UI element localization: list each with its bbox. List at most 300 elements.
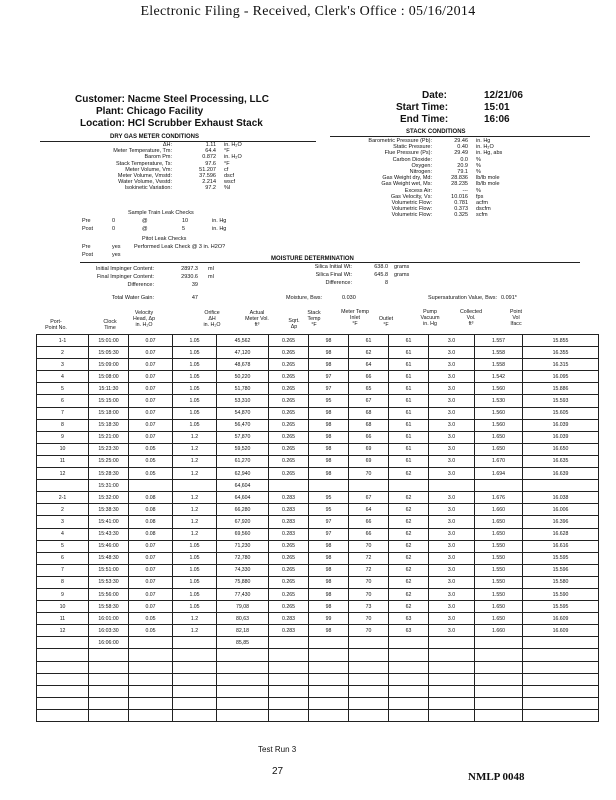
table-cell: 10 bbox=[37, 443, 89, 455]
water-gain-row: Total Water Gain: 47 bbox=[111, 295, 198, 301]
table-cell: 98 bbox=[309, 335, 349, 347]
table-cell: 16.650 bbox=[523, 443, 599, 455]
table-cell: 16.609 bbox=[523, 625, 599, 637]
table-row bbox=[37, 395, 599, 407]
table-cell bbox=[349, 637, 389, 649]
stack-row: Carbon Dioxide: 0.0 % bbox=[392, 156, 481, 163]
table-cell: 3.0 bbox=[429, 468, 475, 480]
table-cell: 68 bbox=[349, 407, 389, 419]
table-cell: 1.550 bbox=[475, 564, 523, 576]
table-cell bbox=[309, 709, 349, 721]
silica-final-row: Silica Final Wt: 645.8 grams bbox=[315, 272, 410, 278]
table-cell: 62 bbox=[389, 540, 429, 552]
customer-row bbox=[75, 94, 269, 105]
table-cell: 8 bbox=[37, 419, 89, 431]
table-cell: 95 bbox=[309, 395, 349, 407]
table-cell: 70 bbox=[349, 625, 389, 637]
table-cell bbox=[89, 661, 129, 673]
table-cell: 0.08 bbox=[129, 492, 173, 504]
table-cell: 98 bbox=[309, 588, 349, 600]
table-cell bbox=[173, 661, 217, 673]
table-row bbox=[37, 335, 599, 347]
table-cell: 16.355 bbox=[523, 347, 599, 359]
table-cell: 0.07 bbox=[129, 347, 173, 359]
table-cell: 15.595 bbox=[523, 552, 599, 564]
table-cell: 1.660 bbox=[475, 504, 523, 516]
moisture-title: MOISTURE DETERMINATION bbox=[268, 256, 357, 262]
col-header: Meter Temp Inlet °F bbox=[341, 309, 369, 327]
silica-diff-row: Difference: 8 bbox=[325, 280, 388, 286]
table-cell: 45,562 bbox=[217, 335, 269, 347]
table-cell: 0.05 bbox=[129, 625, 173, 637]
table-cell: 4 bbox=[37, 528, 89, 540]
pitot-title: Pitot Leak Checks bbox=[142, 236, 187, 242]
table-cell: 1.05 bbox=[173, 359, 217, 371]
table-cell bbox=[523, 480, 599, 492]
table-cell: 50,220 bbox=[217, 371, 269, 383]
table-cell: 4 bbox=[37, 371, 89, 383]
table-cell: 65 bbox=[349, 383, 389, 395]
table-cell: 15:56:00 bbox=[89, 588, 129, 600]
table-row bbox=[37, 709, 599, 721]
table-cell: 0.265 bbox=[269, 359, 309, 371]
table-cell: 69 bbox=[349, 443, 389, 455]
table-cell: 1-1 bbox=[37, 335, 89, 347]
table-cell: 0.05 bbox=[129, 455, 173, 467]
table-cell: 15:25:00 bbox=[89, 455, 129, 467]
table-cell: 82,18 bbox=[217, 625, 269, 637]
table-cell: 73 bbox=[349, 601, 389, 613]
table-cell: 97 bbox=[309, 371, 349, 383]
table-cell: 0.265 bbox=[269, 576, 309, 588]
table-cell: 15:18:30 bbox=[89, 419, 129, 431]
table-cell: 1.2 bbox=[173, 468, 217, 480]
table-cell: 95 bbox=[309, 492, 349, 504]
table-cell: 5 bbox=[37, 383, 89, 395]
table-cell: 3.0 bbox=[429, 588, 475, 600]
table-cell: 0.265 bbox=[269, 455, 309, 467]
stack-row: Volumetric Flow: 0.373 dscfm bbox=[391, 206, 491, 213]
table-cell bbox=[349, 480, 389, 492]
table-cell: 98 bbox=[309, 431, 349, 443]
table-cell bbox=[129, 697, 173, 709]
table-cell: 64 bbox=[349, 504, 389, 516]
table-cell bbox=[309, 649, 349, 661]
table-row bbox=[37, 613, 599, 625]
table-cell: 1.560 bbox=[475, 419, 523, 431]
table-cell bbox=[89, 649, 129, 661]
table-cell bbox=[173, 649, 217, 661]
plant-row bbox=[96, 106, 203, 117]
table-cell: 16:03:30 bbox=[89, 625, 129, 637]
table-cell: 85,85 bbox=[217, 637, 269, 649]
table-cell: 0.07 bbox=[129, 335, 173, 347]
table-cell: 15:09:00 bbox=[89, 359, 129, 371]
col-header: Velocity Head, Δp in. H₂O bbox=[132, 310, 156, 328]
table-row bbox=[37, 588, 599, 600]
table-cell: 1.560 bbox=[475, 383, 523, 395]
table-cell: 98 bbox=[309, 601, 349, 613]
dgm-row: Meter Volume, Vmstd: 37.596 dscf bbox=[117, 173, 235, 180]
table-cell: 7 bbox=[37, 407, 89, 419]
table-cell bbox=[523, 637, 599, 649]
table-cell bbox=[37, 685, 89, 697]
table-cell bbox=[173, 480, 217, 492]
table-cell: 70 bbox=[349, 588, 389, 600]
table-cell bbox=[475, 709, 523, 721]
stack-block bbox=[300, 138, 600, 219]
table-cell: 11 bbox=[37, 455, 89, 467]
table-cell: 3.0 bbox=[429, 528, 475, 540]
table-cell: 0.265 bbox=[269, 395, 309, 407]
table-cell: 16.315 bbox=[523, 359, 599, 371]
col-header: Outlet °F bbox=[378, 316, 394, 328]
table-cell: 66 bbox=[349, 528, 389, 540]
table-cell: 15.590 bbox=[523, 588, 599, 600]
table-cell: 1.2 bbox=[173, 455, 217, 467]
date-value: 12/21/06 bbox=[484, 90, 523, 101]
table-cell: 12 bbox=[37, 625, 89, 637]
table-cell bbox=[475, 673, 523, 685]
table-cell: 0.05 bbox=[129, 468, 173, 480]
table-row bbox=[37, 347, 599, 359]
table-cell: 62 bbox=[389, 516, 429, 528]
table-cell: 16.616 bbox=[523, 540, 599, 552]
table-cell bbox=[309, 673, 349, 685]
table-cell: 7 bbox=[37, 564, 89, 576]
table-cell: 15:58:30 bbox=[89, 601, 129, 613]
table-cell: 66 bbox=[349, 371, 389, 383]
table-cell bbox=[389, 709, 429, 721]
table-cell: 9 bbox=[37, 588, 89, 600]
table-cell: 62 bbox=[389, 601, 429, 613]
table-cell: 1.542 bbox=[475, 371, 523, 383]
table-cell bbox=[129, 685, 173, 697]
table-cell: 15:53:30 bbox=[89, 576, 129, 588]
table-cell: 15.595 bbox=[523, 601, 599, 613]
table-cell: 8 bbox=[37, 576, 89, 588]
table-cell: 1.05 bbox=[173, 601, 217, 613]
table-cell bbox=[269, 637, 309, 649]
table-cell: 98 bbox=[309, 552, 349, 564]
table-cell bbox=[173, 685, 217, 697]
table-cell: 3.0 bbox=[429, 395, 475, 407]
table-cell: 51,780 bbox=[217, 383, 269, 395]
table-cell: 3.0 bbox=[429, 613, 475, 625]
table-cell: 6 bbox=[37, 395, 89, 407]
test-run-label: Test Run 3 bbox=[258, 745, 297, 754]
table-cell bbox=[475, 697, 523, 709]
table-cell: 80,63 bbox=[217, 613, 269, 625]
table-row bbox=[37, 492, 599, 504]
table-cell bbox=[129, 649, 173, 661]
table-cell: 72,780 bbox=[217, 552, 269, 564]
table-cell: 0.265 bbox=[269, 552, 309, 564]
table-cell: 1.650 bbox=[475, 601, 523, 613]
table-cell bbox=[37, 649, 89, 661]
table-cell: 0.265 bbox=[269, 347, 309, 359]
table-cell: 1.694 bbox=[475, 468, 523, 480]
end-label: End Time: bbox=[400, 114, 449, 125]
table-cell: 1.2 bbox=[173, 443, 217, 455]
start-label: Start Time: bbox=[396, 102, 449, 113]
location-row bbox=[80, 118, 263, 129]
table-cell: 0.265 bbox=[269, 407, 309, 419]
table-cell: 61 bbox=[389, 407, 429, 419]
table-cell: 16.396 bbox=[523, 516, 599, 528]
table-cell bbox=[349, 709, 389, 721]
table-cell: 3.0 bbox=[429, 371, 475, 383]
table-cell: 0.08 bbox=[129, 516, 173, 528]
table-cell: 16.628 bbox=[523, 528, 599, 540]
table-cell: 0.07 bbox=[129, 419, 173, 431]
table-cell: 61 bbox=[389, 455, 429, 467]
table-cell bbox=[37, 480, 89, 492]
table-cell: 1.558 bbox=[475, 347, 523, 359]
table-cell: 1.05 bbox=[173, 588, 217, 600]
table-cell bbox=[173, 673, 217, 685]
table-cell bbox=[309, 480, 349, 492]
table-cell: 16.639 bbox=[523, 468, 599, 480]
table-cell: 3.0 bbox=[429, 347, 475, 359]
stack-row: Oxygen: 20.9 % bbox=[411, 162, 481, 169]
table-row bbox=[37, 516, 599, 528]
leak-pre-row: Pre 0 @ 10 in. Hg bbox=[82, 218, 227, 224]
table-cell: 67 bbox=[349, 492, 389, 504]
table-row bbox=[37, 697, 599, 709]
table-cell: 70 bbox=[349, 613, 389, 625]
table-cell: 15.605 bbox=[523, 407, 599, 419]
table-cell: 98 bbox=[309, 576, 349, 588]
table-cell: 61 bbox=[389, 419, 429, 431]
filing-banner: Electronic Filing - Received, Clerk's Office : 05/16/2014 bbox=[140, 4, 476, 19]
table-row bbox=[37, 383, 599, 395]
table-cell: 0.07 bbox=[129, 552, 173, 564]
dgm-row: Water Volume, Vwstd: 2.214 wscf bbox=[118, 179, 235, 186]
table-cell bbox=[269, 661, 309, 673]
table-cell: 3.0 bbox=[429, 576, 475, 588]
table-cell: 15:15:00 bbox=[89, 395, 129, 407]
table-cell: 0.265 bbox=[269, 468, 309, 480]
table-cell: 98 bbox=[309, 564, 349, 576]
table-cell: 79,08 bbox=[217, 601, 269, 613]
table-cell bbox=[429, 649, 475, 661]
table-row bbox=[37, 419, 599, 431]
stack-row: Gas Velocity, Vs: 10.016 fps bbox=[390, 193, 484, 200]
leak-check-title: Sample Train Leak Checks bbox=[128, 210, 194, 216]
stack-row: Gas Weight dry, Md: 28.836 lb/lb mole bbox=[382, 175, 500, 182]
col-header: Point Vol Ifacc bbox=[509, 309, 523, 327]
table-cell bbox=[523, 673, 599, 685]
table-cell: 2 bbox=[37, 347, 89, 359]
table-cell: 62 bbox=[389, 588, 429, 600]
table-cell: 3.0 bbox=[429, 492, 475, 504]
table-cell bbox=[269, 673, 309, 685]
table-cell: 3.0 bbox=[429, 431, 475, 443]
table-cell: 15:08:00 bbox=[89, 371, 129, 383]
table-cell: 0.265 bbox=[269, 419, 309, 431]
dgm-row: Meter Volume, Vm: 51.207 cf bbox=[125, 166, 229, 173]
table-cell: 15:51:00 bbox=[89, 564, 129, 576]
table-cell bbox=[523, 685, 599, 697]
table-cell: 48,678 bbox=[217, 359, 269, 371]
table-row bbox=[37, 504, 599, 516]
col-header: Stack Temp °F bbox=[307, 310, 321, 328]
stack-rule bbox=[330, 136, 590, 137]
table-cell: 0.07 bbox=[129, 588, 173, 600]
table-cell: 75,880 bbox=[217, 576, 269, 588]
table-cell: 1.2 bbox=[173, 613, 217, 625]
table-cell: 1.05 bbox=[173, 395, 217, 407]
table-cell: 61 bbox=[389, 359, 429, 371]
table-cell: 62 bbox=[389, 528, 429, 540]
table-cell: 98 bbox=[309, 468, 349, 480]
moisture-rule bbox=[80, 262, 580, 263]
table-cell: 99 bbox=[309, 613, 349, 625]
table-cell: 1.05 bbox=[173, 552, 217, 564]
table-cell: 15:11:30 bbox=[89, 383, 129, 395]
plant-label: Plant: bbox=[96, 106, 124, 117]
table-cell bbox=[475, 637, 523, 649]
table-cell bbox=[37, 709, 89, 721]
table-cell: 97 bbox=[309, 383, 349, 395]
table-cell: 15:21:00 bbox=[89, 431, 129, 443]
dgm-row: ΔH: 1.11 in. H₂O bbox=[162, 142, 242, 148]
traverse-table bbox=[36, 334, 599, 722]
table-row bbox=[37, 407, 599, 419]
table-cell: 98 bbox=[309, 625, 349, 637]
table-cell: 3.0 bbox=[429, 601, 475, 613]
table-cell: 62,940 bbox=[217, 468, 269, 480]
table-cell: 61 bbox=[389, 371, 429, 383]
dgm-row: Stack Temperature, Ts: 97.6 °F bbox=[115, 160, 230, 167]
dgm-row: Isokinetic Variation: 97.2 %I bbox=[124, 185, 231, 192]
table-cell: 3.0 bbox=[429, 407, 475, 419]
table-row bbox=[37, 601, 599, 613]
table-cell: 0.08 bbox=[129, 504, 173, 516]
table-cell: 69 bbox=[349, 455, 389, 467]
table-cell: 1.05 bbox=[173, 564, 217, 576]
table-cell: 70 bbox=[349, 468, 389, 480]
table-cell bbox=[475, 661, 523, 673]
stack-row: Excess Air: --- % bbox=[404, 187, 481, 194]
table-cell: 15:41:00 bbox=[89, 516, 129, 528]
table-cell: 53,310 bbox=[217, 395, 269, 407]
table-cell bbox=[389, 685, 429, 697]
table-cell: 61 bbox=[389, 395, 429, 407]
table-cell: 3.0 bbox=[429, 564, 475, 576]
dgm-row: Barom Pm: 0.872 in. H₂O bbox=[144, 154, 242, 161]
table-cell: 3 bbox=[37, 516, 89, 528]
table-cell bbox=[429, 697, 475, 709]
bates-mark: NMLP 0048 bbox=[468, 771, 525, 783]
table-cell: 0.07 bbox=[129, 601, 173, 613]
table-cell: 1.676 bbox=[475, 492, 523, 504]
table-cell: 71,230 bbox=[217, 540, 269, 552]
table-cell bbox=[129, 661, 173, 673]
table-cell bbox=[129, 480, 173, 492]
table-cell: 0.265 bbox=[269, 431, 309, 443]
table-cell: 0.265 bbox=[269, 443, 309, 455]
table-cell: 1.05 bbox=[173, 335, 217, 347]
table-cell: 16.609 bbox=[523, 613, 599, 625]
table-cell: 3.0 bbox=[429, 443, 475, 455]
table-cell: 16.039 bbox=[523, 431, 599, 443]
table-cell: 97 bbox=[309, 528, 349, 540]
table-cell: 1.2 bbox=[173, 431, 217, 443]
stack-title: STACK CONDITIONS bbox=[406, 129, 466, 135]
table-cell: 70 bbox=[349, 540, 389, 552]
table-cell: 64 bbox=[349, 359, 389, 371]
table-cell: 0.265 bbox=[269, 588, 309, 600]
table-cell: 61 bbox=[389, 383, 429, 395]
table-cell: 15:48:30 bbox=[89, 552, 129, 564]
table-cell: 3.0 bbox=[429, 625, 475, 637]
table-cell: 15:31:00 bbox=[89, 480, 129, 492]
table-row bbox=[37, 552, 599, 564]
table-cell: 98 bbox=[309, 455, 349, 467]
table-cell: 97 bbox=[309, 516, 349, 528]
table-cell bbox=[389, 480, 429, 492]
col-header: Port- Point No. bbox=[45, 319, 67, 331]
table-cell: 62 bbox=[389, 576, 429, 588]
table-cell bbox=[389, 637, 429, 649]
table-cell: 98 bbox=[309, 540, 349, 552]
table-cell: 0.265 bbox=[269, 540, 309, 552]
table-cell: 0.283 bbox=[269, 625, 309, 637]
table-row bbox=[37, 637, 599, 649]
table-cell: 0.283 bbox=[269, 516, 309, 528]
date-label: Date: bbox=[422, 90, 448, 101]
table-cell bbox=[523, 649, 599, 661]
table-cell: 1.550 bbox=[475, 552, 523, 564]
table-cell: 1.560 bbox=[475, 407, 523, 419]
table-cell bbox=[429, 661, 475, 673]
table-cell bbox=[309, 661, 349, 673]
table-cell: 74,330 bbox=[217, 564, 269, 576]
table-cell bbox=[523, 709, 599, 721]
table-cell: 16.038 bbox=[523, 492, 599, 504]
table-cell: 2 bbox=[37, 504, 89, 516]
table-cell: 12 bbox=[37, 468, 89, 480]
table-cell bbox=[523, 697, 599, 709]
table-cell bbox=[475, 685, 523, 697]
table-cell bbox=[89, 697, 129, 709]
table-row bbox=[37, 649, 599, 661]
table-cell: 2-1 bbox=[37, 492, 89, 504]
table-row bbox=[37, 443, 599, 455]
table-cell: 47,120 bbox=[217, 347, 269, 359]
table-row bbox=[37, 480, 599, 492]
table-cell: 1.05 bbox=[173, 383, 217, 395]
table-row bbox=[37, 455, 599, 467]
stack-row: Barometric Pressure (Pb): 29.46 in. Hg bbox=[368, 138, 491, 144]
table-cell: 1.05 bbox=[173, 371, 217, 383]
table-cell: 56,470 bbox=[217, 419, 269, 431]
table-cell: 72 bbox=[349, 564, 389, 576]
table-cell bbox=[89, 685, 129, 697]
table-cell bbox=[523, 661, 599, 673]
table-cell: 16.039 bbox=[523, 419, 599, 431]
table-row bbox=[37, 528, 599, 540]
table-cell: 16:06:00 bbox=[89, 637, 129, 649]
table-cell bbox=[269, 709, 309, 721]
table-cell: 0.265 bbox=[269, 564, 309, 576]
table-cell: 59,520 bbox=[217, 443, 269, 455]
table-cell bbox=[217, 673, 269, 685]
table-cell: 11 bbox=[37, 613, 89, 625]
table-cell: 3.0 bbox=[429, 335, 475, 347]
